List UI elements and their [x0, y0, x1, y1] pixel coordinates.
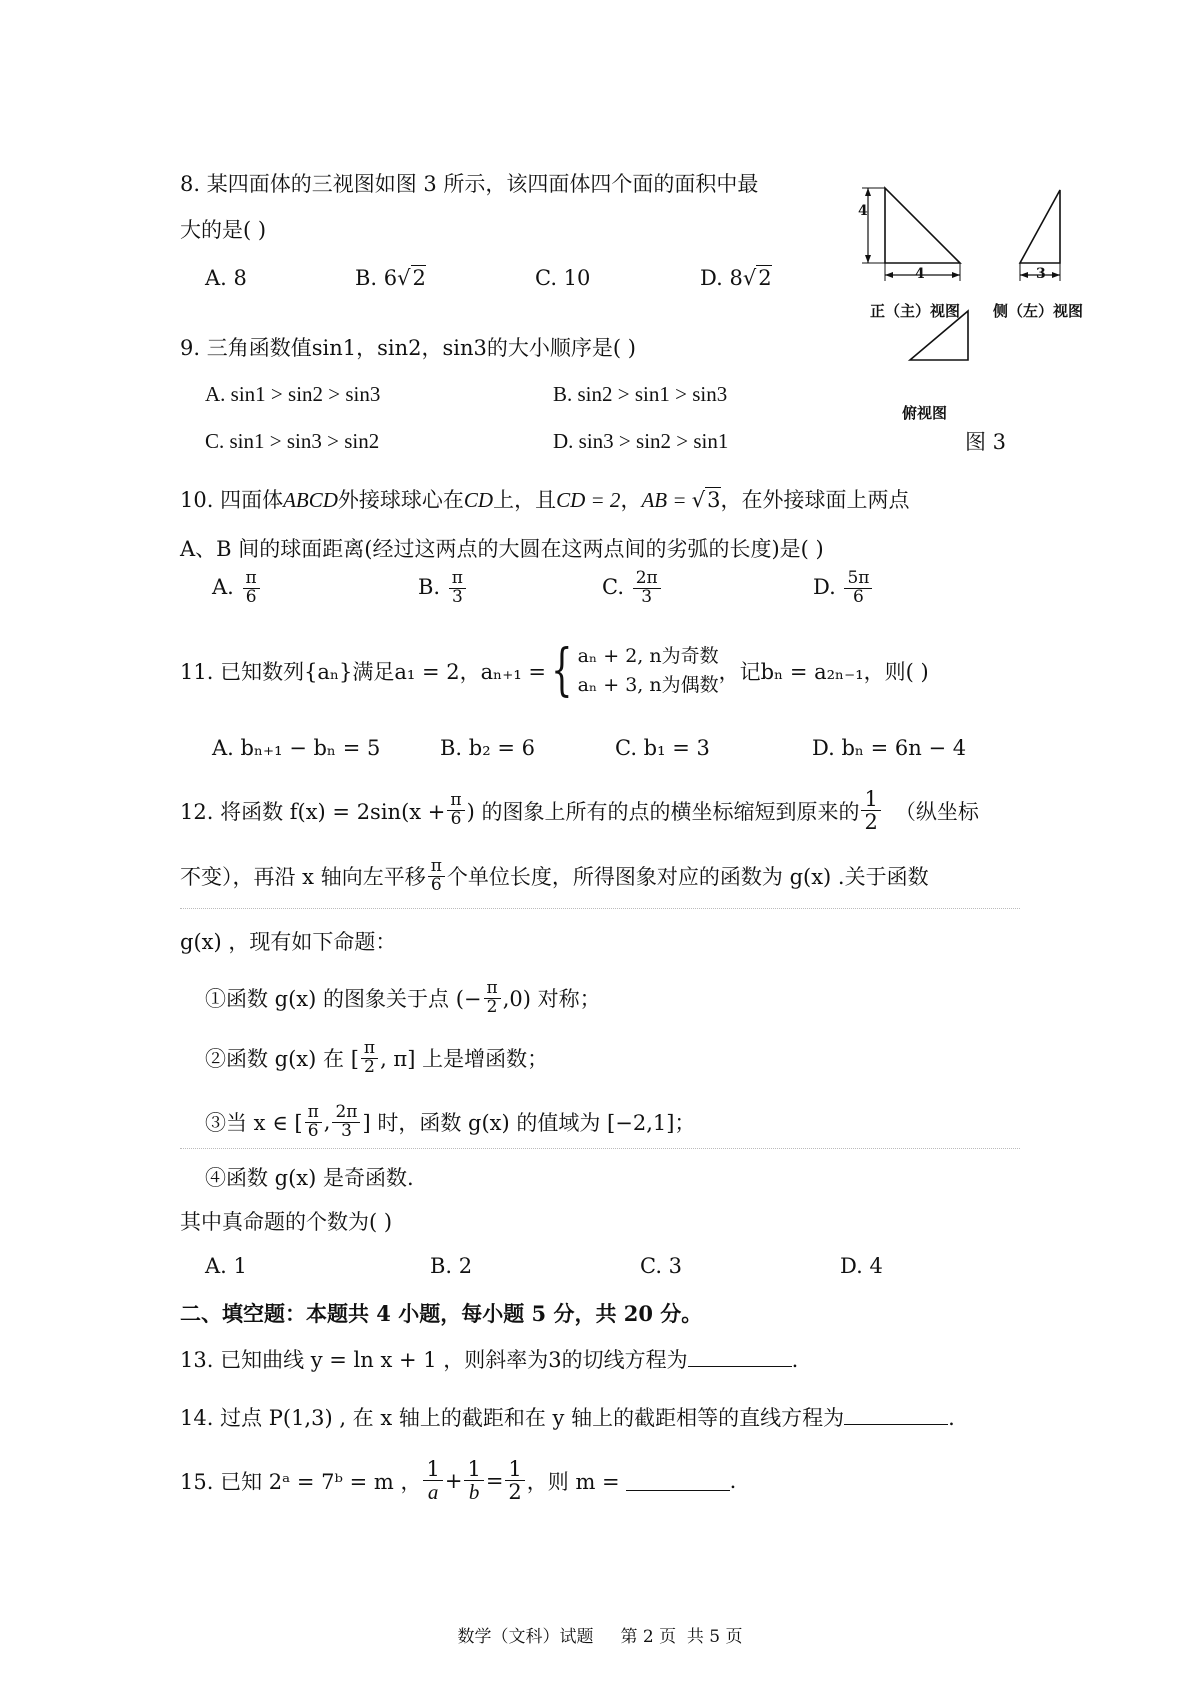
q15-f2-num: 1: [464, 1458, 483, 1481]
q13-answer-blank[interactable]: [688, 1346, 792, 1367]
q8-option-b: B. 6√2: [355, 266, 426, 290]
q12-shift-pi: π: [428, 858, 445, 877]
q12-proposition-1: [205, 980, 601, 1017]
q10-option-c-num: 2π: [633, 570, 661, 589]
q11-option-a: A. bₙ₊₁ − bₙ = 5: [212, 736, 381, 760]
q11-case-odd: aₙ + 2, n为奇数: [577, 645, 719, 667]
q12-frac-pi: π: [447, 792, 464, 811]
q13-text: 13. 已知曲线 y = ln x + 1 ，则斜率为3的切线方程为: [180, 1348, 688, 1372]
dotted-divider-2: [180, 1148, 1020, 1149]
q12-line2-b: 个单位长度，所得图象对应的函数为 g(x) .关于函数: [446, 865, 929, 890]
q14-period: .: [948, 1406, 955, 1430]
q10-option-d-num: 5π: [844, 570, 872, 589]
q10-option-d-label: D.: [813, 574, 836, 599]
q8-option-d-prefix: D. 8: [700, 266, 743, 290]
q8-option-a: A. 8: [205, 266, 247, 290]
q15-answer-blank[interactable]: [626, 1470, 730, 1491]
q11-stem: [180, 638, 929, 704]
top-view-label: 俯视图: [902, 404, 948, 422]
q9-option-b: B. sin2 > sin1 > sin3: [553, 382, 728, 406]
side-view-label: 侧（左）视图: [993, 302, 1084, 320]
q13: [180, 1344, 798, 1374]
q8-option-d-radicand: 2: [758, 266, 772, 290]
q12-option-a: A. 1: [205, 1254, 247, 1278]
front-view-height: 4: [858, 203, 868, 219]
q10-option-c-den: 3: [641, 586, 653, 607]
q12-line1-b: ) 的图象上所有的点的横坐标缩短到原来的: [466, 799, 860, 824]
q10-option-b-den: 3: [451, 586, 463, 607]
q12-line2: [180, 858, 929, 895]
q10-text-d: ，在外接球面上两点: [720, 488, 910, 512]
q10-option-c: [602, 570, 663, 607]
q12-option-d: D. 4: [840, 1254, 883, 1278]
q12-frac-one: 1: [861, 788, 880, 811]
q15-plus: +: [444, 1468, 463, 1493]
q12-shift-six: 6: [430, 874, 442, 895]
q12-option-c: C. 3: [640, 1254, 683, 1278]
q15-f1-den: a: [427, 1480, 439, 1505]
q11-option-d: D. bₙ = 6n − 4: [812, 736, 967, 760]
q10-text-a: 10. 四面体: [180, 488, 284, 512]
q9-stem: 9. 三角函数值sin1，sin2，sin3的大小顺序是( ): [180, 336, 636, 360]
q9-option-c: C. sin1 > sin3 > sin2: [205, 429, 380, 453]
q14-answer-blank[interactable]: [844, 1404, 948, 1425]
page-footer: 数学（文科）试题 第 2 页 共 5 页: [457, 1627, 743, 1647]
q10-stem-line1: 10. 四面体ABCD外接球球心在CD上，且CD = 2，AB = √3，在外接球面上两点: [180, 488, 910, 512]
q12-p1-b: ,0) 对称；: [502, 987, 601, 1012]
q10-abcd: ABCD: [283, 488, 338, 512]
q10-text-b: 外接球球心在: [337, 488, 464, 512]
q11-suffix: ，记bₙ = a₂ₙ₋₁，则( ): [718, 660, 929, 685]
q15-text-a: 15. 已知 2ᵃ = 7ᵇ = m ，: [180, 1469, 422, 1494]
q11-left-brace: {: [551, 638, 573, 704]
q8-option-b-prefix: B. 6: [355, 266, 398, 290]
q11-option-c: C. b₁ = 3: [615, 736, 710, 760]
q14-text: 14. 过点 P(1,3) , 在 x 轴上的截距和在 y 轴上的截距相等的直线方程为: [180, 1406, 845, 1430]
q10-option-a-label: A.: [212, 574, 234, 599]
section-2-heading: 二、填空题：本题共 4 小题，每小题 5 分，共 20 分。: [180, 1301, 703, 1326]
q12-line1-c: （纵坐标: [894, 799, 979, 824]
q13-period: .: [791, 1348, 799, 1372]
dotted-divider-1: [180, 908, 1020, 909]
q8-option-b-radicand: 2: [412, 266, 426, 290]
q11-piecewise: [578, 642, 719, 701]
q12-p2-den: 2: [364, 1056, 375, 1077]
q11-prefix: 11. 已知数列{aₙ}满足a₁ = 2，aₙ₊₁ =: [180, 660, 547, 685]
q8-stem-line2: 大的是( ): [180, 218, 267, 242]
q15: [180, 1458, 736, 1503]
q11-case-even: aₙ + 3, n为偶数: [577, 674, 719, 697]
q12-p1-den: 2: [486, 996, 498, 1017]
q15-period: .: [729, 1468, 737, 1493]
q12-question: 其中真命题的个数为( ): [180, 1210, 393, 1234]
q12-frac-two: 2: [864, 810, 878, 835]
q12-p3-num1: π: [305, 1104, 322, 1123]
q12-frac-six: 6: [450, 809, 462, 830]
q9-option-d: D. sin3 > sin2 > sin1: [553, 429, 729, 453]
q12-line3: g(x) ，现有如下命题：: [180, 930, 397, 954]
q10-ab-eq: AB =: [641, 488, 692, 512]
q12-proposition-4: ④函数 g(x) 是奇函数.: [205, 1166, 414, 1190]
q12-p3-den1: 6: [307, 1120, 319, 1141]
q15-f3-num: 1: [505, 1458, 524, 1481]
q12-p1-num: π: [484, 980, 501, 999]
q12-proposition-2: [205, 1040, 548, 1077]
q11-option-b: B. b₂ = 6: [440, 736, 535, 760]
q15-text-b: ，则 m =: [526, 1469, 620, 1494]
q12-p2-b: , π] 上是增函数；: [380, 1047, 549, 1072]
figure-3-caption: 图 3: [965, 430, 1007, 454]
q12-p3-a: ③当 x ∈ [: [205, 1111, 303, 1136]
q15-eq: =: [485, 1468, 504, 1493]
q10-ab-radicand: 3: [707, 488, 721, 512]
q15-f2-den: b: [468, 1480, 480, 1505]
front-view-drawing: [862, 188, 960, 281]
front-view-label: 正（主）视图: [870, 302, 961, 320]
q12-p2-num: π: [361, 1040, 378, 1059]
q12-line1-a: 12. 将函数 f(x) = 2sin(x +: [180, 799, 446, 824]
q12-p3-den2: 3: [341, 1120, 352, 1141]
front-view-width: 4: [915, 266, 925, 282]
q12-line1: [180, 788, 979, 833]
q10-option-b-num: π: [449, 570, 466, 589]
q12-proposition-3: ③当 x ∈ [ $\frac{\pi}{6}$ , $\frac{2\pi}{3}$ ] 时，函数 g(x) 的值域为 [−2,1]；: [205, 1102, 696, 1141]
q12-line2-a: 不变），再沿 x 轴向左平移: [180, 865, 426, 890]
q10-option-d-den: 6: [853, 586, 864, 607]
q12-p3-b: ] 时，函数 g(x) 的值域为 [−2,1]；: [362, 1111, 696, 1136]
q10-option-a-num: π: [243, 570, 260, 589]
q8-option-d: D. 8√2: [700, 266, 772, 290]
q10-text-c: 上，且: [493, 488, 557, 512]
q10-option-a-den: 6: [245, 586, 257, 607]
q10-option-c-label: C.: [602, 574, 624, 599]
q10-stem-line2: A、B 间的球面距离(经过这两点的大圆在这两点间的劣弧的长度)是( ): [180, 537, 824, 561]
q12-p1-a: ①函数 g(x) 的图象关于点 (−: [205, 987, 482, 1012]
side-view-width: 3: [1036, 266, 1046, 282]
q10-option-b-label: B.: [418, 574, 441, 599]
q12-p2-a: ②函数 g(x) 在 [: [205, 1047, 359, 1072]
q12-option-b: B. 2: [430, 1254, 473, 1278]
q10-cd: CD: [463, 488, 494, 512]
q10-option-b: [418, 570, 468, 607]
q8-option-c: C. 10: [535, 266, 591, 290]
q14: [180, 1402, 955, 1432]
q15-f3-den: 2: [508, 1480, 522, 1505]
q12-p3-num2: 2π: [332, 1104, 360, 1123]
q8-stem-line1: 8. 某四面体的三视图如图 3 所示，该四面体四个面的面积中最: [180, 172, 759, 196]
q10-cd-eq: CD = 2: [556, 488, 621, 512]
q15-f1-num: 1: [423, 1458, 442, 1481]
q10-option-a: [212, 570, 262, 607]
q10-option-d: [813, 570, 874, 607]
q9-option-a: A. sin1 > sin2 > sin3: [205, 382, 381, 406]
